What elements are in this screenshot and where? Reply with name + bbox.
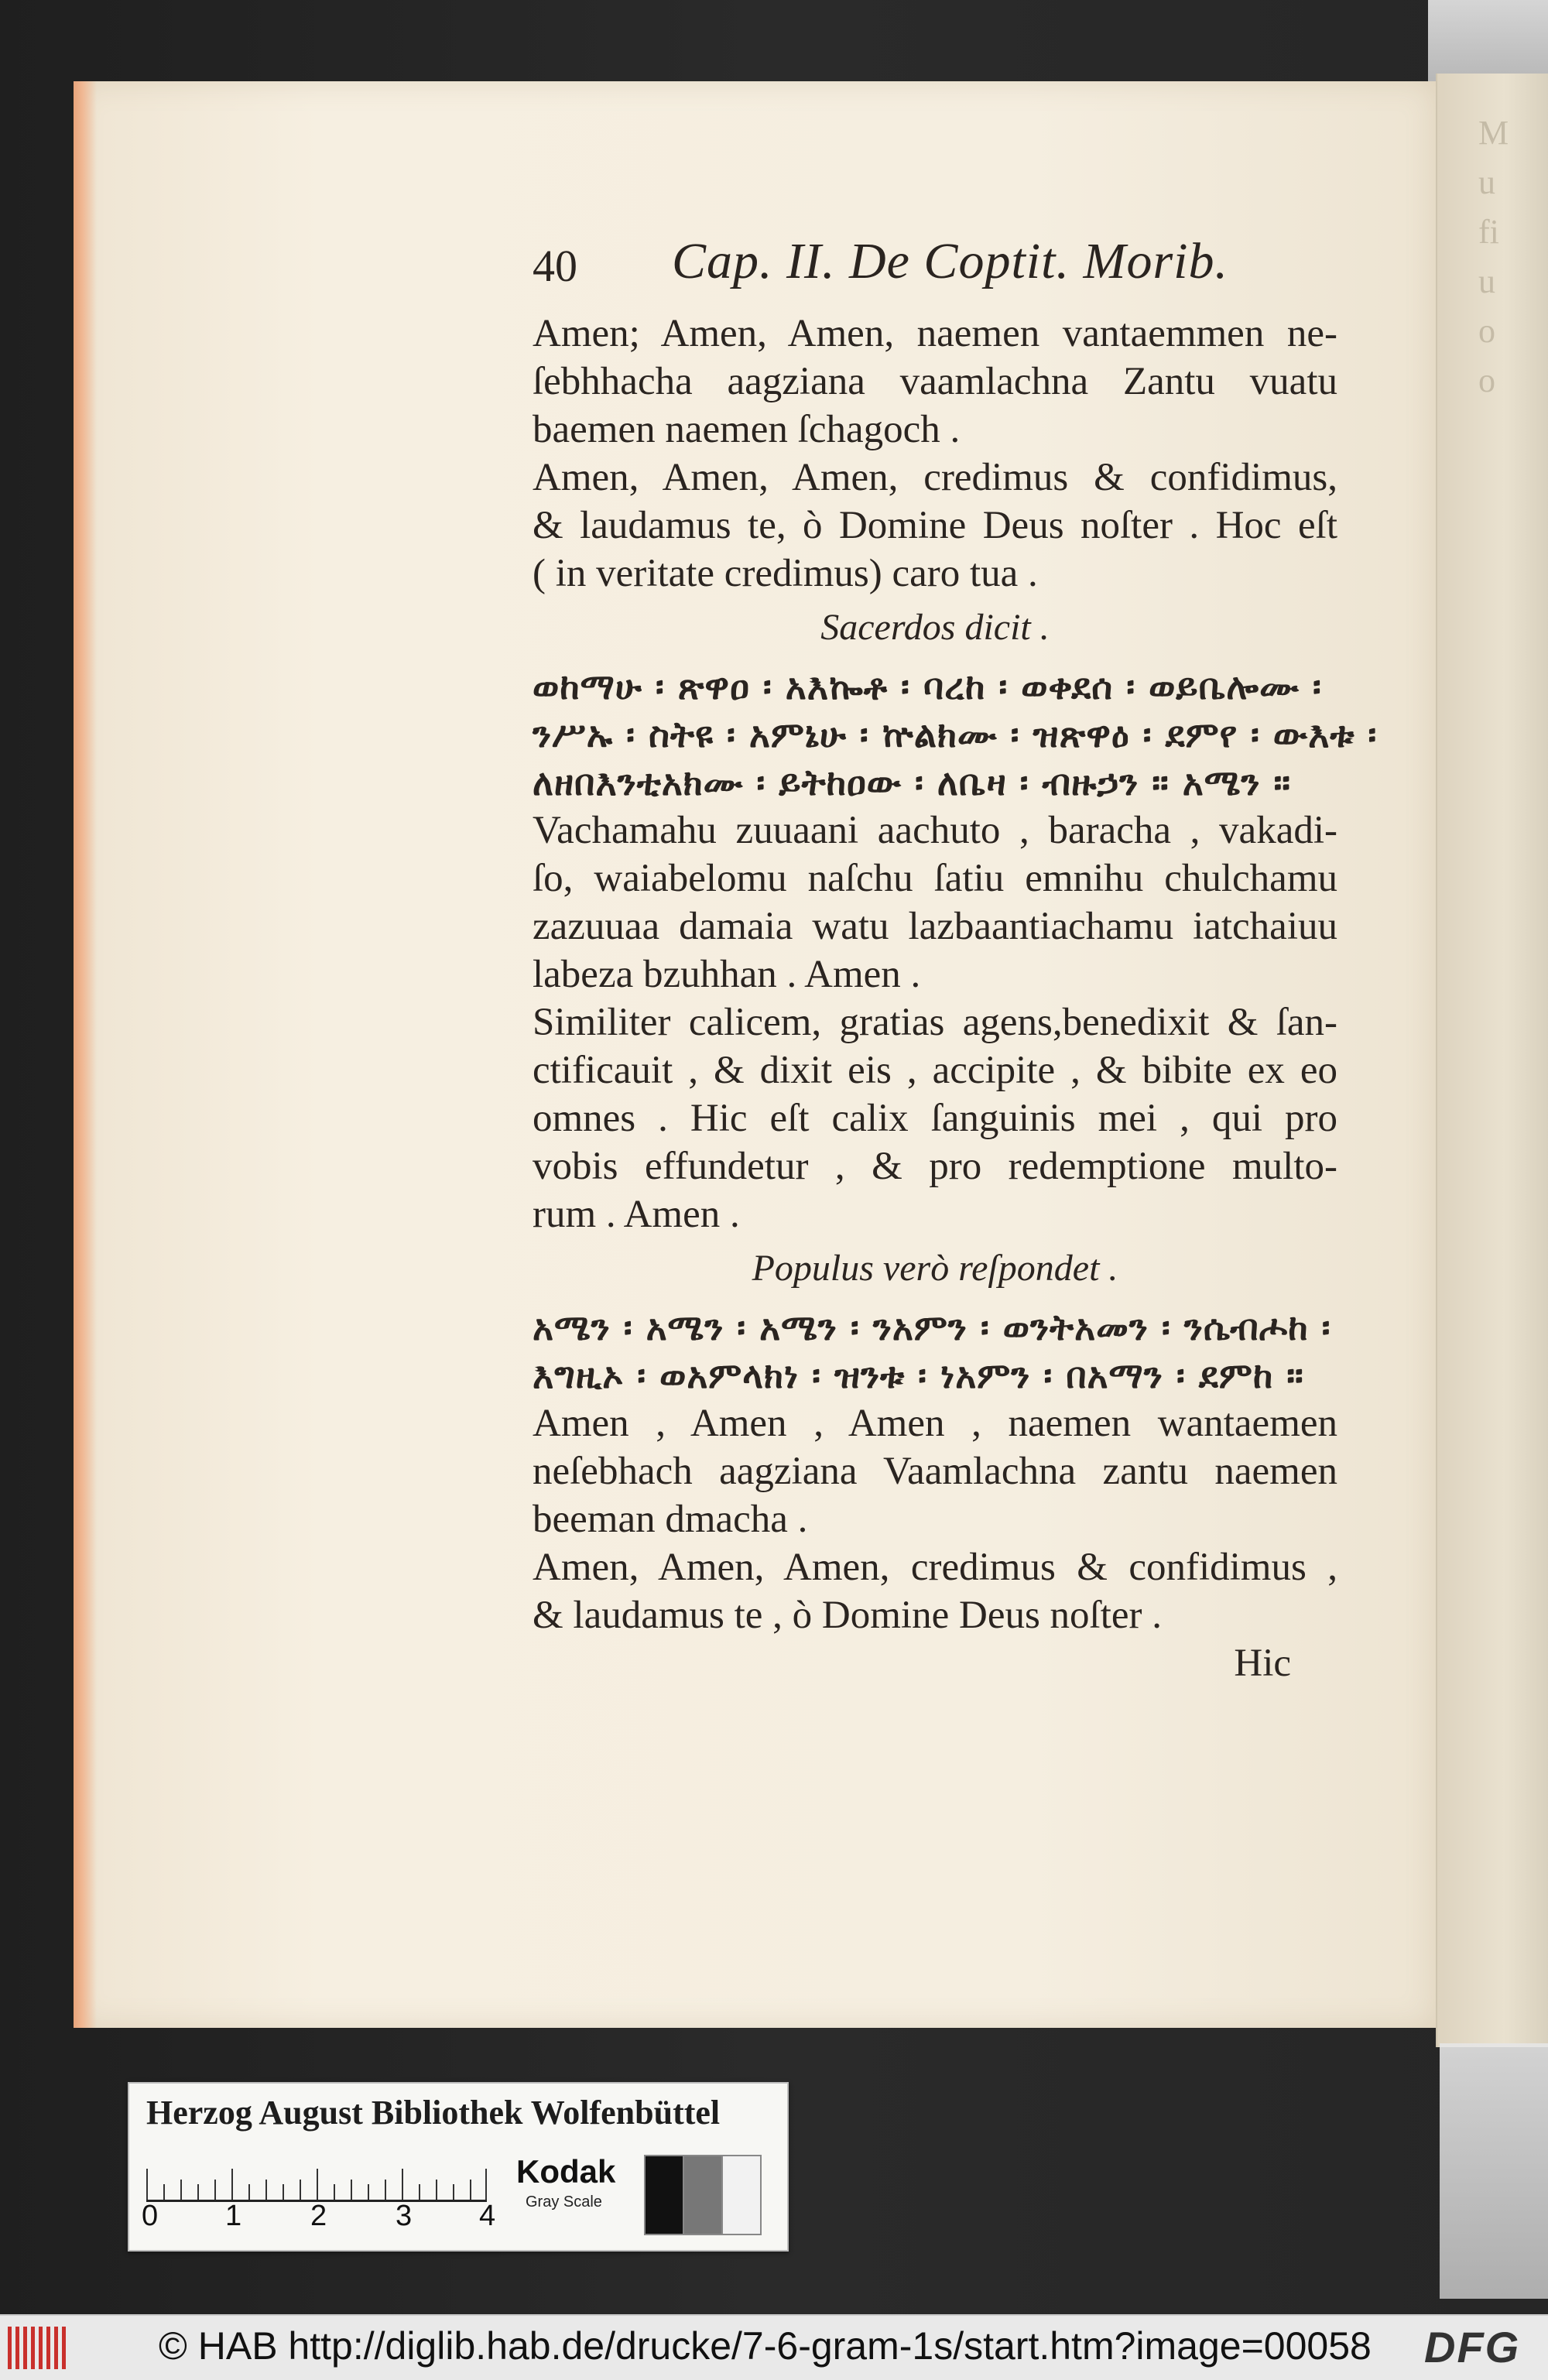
text-line: zazuuaa damaia watu lazbaantiachamu iatchaiuu <box>533 905 1337 948</box>
dfg-logo: DFG <box>1424 2323 1521 2371</box>
ethiopic-block <box>533 1303 1337 1399</box>
rubric-heading: Populus verò reſpondet . <box>752 1248 1118 1289</box>
plastic-clip-top <box>1428 0 1548 85</box>
gray-scale-label: Gray Scale <box>526 2193 602 2210</box>
kodak-brand: Kodak <box>516 2153 616 2190</box>
ruler-number: 1 <box>225 2200 242 2232</box>
plastic-clip-bottom <box>1440 2043 1548 2299</box>
library-name: Herzog August Bibliothek Wolfenbüttel <box>146 2094 721 2132</box>
source-url[interactable]: © HAB http://diglib.hab.de/drucke/7-6-gram-1s/start.htm?image=00058 <box>159 2324 1372 2368</box>
text-line: Amen; Amen, Amen, naemen vantaemmen ne- <box>533 312 1337 355</box>
catchword: Hic <box>1234 1642 1291 1685</box>
gray-patch-white <box>721 2155 762 2235</box>
ruler-number: 3 <box>396 2200 413 2232</box>
text-line: rum . Amen . <box>533 1193 740 1236</box>
color-target-card <box>128 2082 789 2252</box>
ruler-number: 0 <box>142 2200 159 2232</box>
page-text-block <box>533 232 1378 1687</box>
text-line: & laudamus te , ò Domine Deus noſter . <box>533 1594 1163 1637</box>
adjacent-page-ghost-text: M u fi u o o <box>1478 114 1509 399</box>
text-line: Amen, Amen, Amen, credimus & confidimus, <box>533 456 1337 499</box>
ruler <box>146 2153 487 2202</box>
ethiopic-line: ንሥኡ ፡ ስትዩ ፡ አምኔሁ ፡ ኵልክሙ ፡ ዝጽዋዕ ፡ ደምየ ፡ ውእቱ ፡ <box>533 714 1378 755</box>
paragraph-transliteration-3 <box>533 1399 1337 1543</box>
text-line: ctificauit , & dixit eis , accipite , & bibite ex eo <box>533 1049 1337 1092</box>
gray-patch-black <box>644 2155 684 2235</box>
text-line: neſebhach aagziana Vaamlachna zantu naemen <box>533 1450 1337 1493</box>
text-line: omnes . Hic eſt calix ſanguinis mei , qui pro <box>533 1097 1337 1140</box>
hab-logo-icon <box>8 2327 70 2369</box>
ethiopic-line: አሜን ፡ አሜን ፡ አሜን ፡ ንአምን ፡ ወንትአመን ፡ ንሴብሖከ ፡ <box>533 1306 1331 1348</box>
paragraph-transliteration-2 <box>533 806 1337 998</box>
rubric-heading: Sacerdos dicit . <box>820 607 1050 648</box>
paragraph-ge-transliteration <box>533 310 1337 454</box>
text-line: ( in veritate credimus) caro tua . <box>533 552 1038 595</box>
text-line: Amen , Amen , Amen , naemen wantaemen <box>533 1402 1337 1445</box>
ruler-number: 2 <box>310 2200 327 2232</box>
text-line: ſebhhacha aagziana vaamlachna Zantu vuatu <box>533 360 1337 403</box>
paragraph-latin-2 <box>533 998 1337 1238</box>
text-line: Similiter calicem, gratias agens,benedixit & ſan- <box>533 1001 1337 1044</box>
text-line: & laudamus te, ò Domine Deus noſter . Hoc eſt <box>533 504 1337 547</box>
ruler-numbers <box>139 2200 495 2234</box>
ethiopic-line: ወከማሁ ፡ ጽዋዐ ፡ አእኰቶ ፡ ባረከ ፡ ወቀደሰ ፡ ወይቤሎሙ ፡ <box>533 666 1322 707</box>
text-line: labeza bzuhhan . Amen . <box>533 953 921 996</box>
page-edge <box>74 81 97 2028</box>
page-header <box>533 232 1337 310</box>
ethiopic-block <box>533 663 1378 806</box>
running-title: Cap. II. De Coptit. Morib. <box>672 233 1228 289</box>
paragraph-latin-1 <box>533 454 1337 598</box>
text-line: beeman dmacha . <box>533 1498 808 1541</box>
text-line: Vachamahu zuuaani aachuto , baracha , vakadi- <box>533 809 1337 852</box>
text-line: ſo, waiabelomu naſchu ſatiu emnihu chulchamu <box>533 857 1337 900</box>
text-line: Amen, Amen, Amen, credimus & confidimus , <box>533 1546 1337 1589</box>
paragraph-latin-3 <box>533 1543 1337 1639</box>
text-line: vobis effundetur , & pro redemptione multo- <box>533 1145 1337 1188</box>
text-line: baemen naemen ſchagoch . <box>533 408 961 451</box>
gray-patch-mid <box>683 2155 723 2235</box>
ethiopic-line: ለዘበእንቲአክሙ ፡ ይትከዐው ፡ ለቤዛ ፡ ብዙኃን ። አሜን ። <box>533 762 1292 803</box>
footer-bar <box>0 2314 1548 2380</box>
page-number: 40 <box>533 241 577 291</box>
ruler-number: 4 <box>479 2200 496 2232</box>
ethiopic-line: እግዚኦ ፡ ወአምላክነ ፡ ዝንቱ ፡ ነአምን ፡ በአማን ፡ ደምከ ። <box>533 1354 1304 1396</box>
